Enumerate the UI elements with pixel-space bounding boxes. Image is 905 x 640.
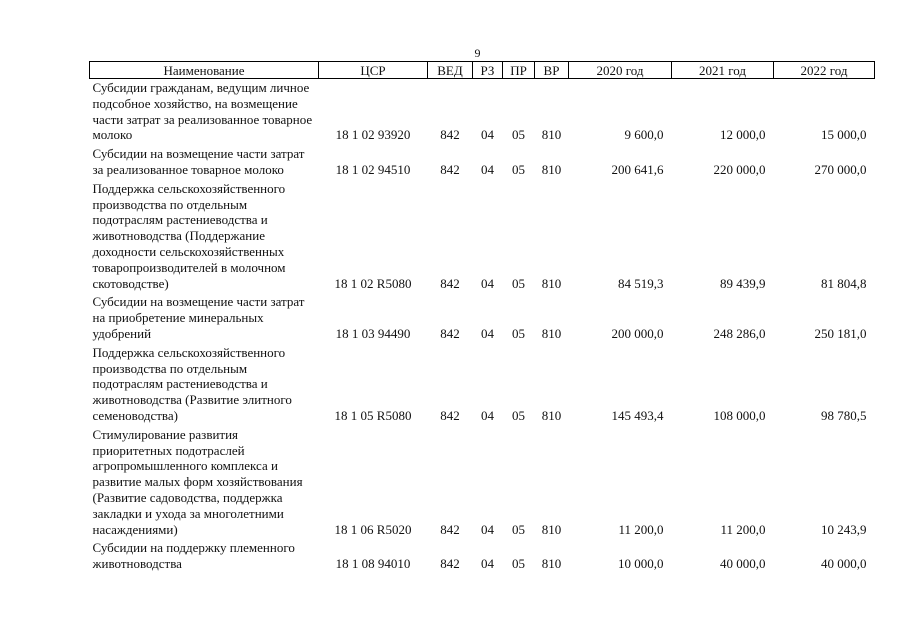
table-row: [90, 539, 875, 574]
row-2022: 15 000,0: [821, 127, 867, 143]
row-2021: 248 286,0: [713, 325, 766, 341]
row-vr: 810: [541, 556, 562, 572]
table-row: [90, 180, 875, 294]
row-2020: 145 493,4: [611, 407, 664, 423]
row-vr: 810: [541, 161, 562, 177]
row-2020: 9 600,0: [624, 127, 664, 143]
header-2020: 2020 год: [569, 62, 672, 79]
table-row: [90, 145, 875, 180]
table-row: [90, 293, 875, 343]
row-2022: 81 804,8: [821, 275, 867, 291]
table-row: [90, 344, 875, 426]
row-2021: 220 000,0: [713, 161, 766, 177]
table-header-row: [90, 62, 875, 79]
budget-table: [89, 61, 875, 574]
row-name: Поддержка сельскохозяйственного производства по отдельным подотраслям растениеводства и животноводства (Развитие элитного семеноводства): [92, 344, 292, 423]
row-csr: 18 1 02 R5080: [334, 275, 412, 291]
header-rz: РЗ: [473, 62, 503, 79]
row-csr: 18 1 03 94490: [335, 325, 411, 341]
row-pr: 05: [512, 161, 525, 177]
row-2020: 200 000,0: [611, 325, 664, 341]
row-ved: 842: [440, 325, 460, 341]
row-ved: 842: [440, 407, 460, 423]
row-csr: 18 1 08 94010: [335, 556, 411, 572]
row-pr: 05: [512, 127, 525, 143]
row-2021: 11 200,0: [720, 521, 766, 537]
row-rz: 04: [481, 325, 494, 341]
row-rz: 04: [481, 127, 494, 143]
row-pr: 05: [512, 407, 525, 423]
row-name: Стимулирование развития приоритетных подотраслей агропромышленного комплекса и развитие малых форм хозяйствования (Развитие садоводства, поддержка закладки и ухода за многолетними насаждениями): [92, 426, 303, 537]
row-csr: 18 1 05 R5080: [334, 407, 412, 423]
row-ved: 842: [440, 275, 460, 291]
row-vr: 810: [541, 325, 562, 341]
row-rz: 04: [481, 407, 494, 423]
table-row: [90, 426, 875, 540]
row-2021: 40 000,0: [720, 556, 766, 572]
header-ved: ВЕД: [428, 62, 473, 79]
row-2021: 108 000,0: [713, 407, 766, 423]
row-csr: 18 1 02 94510: [335, 161, 411, 177]
header-csr: ЦСР: [319, 62, 428, 79]
table-row: [90, 79, 875, 146]
row-csr: 18 1 02 93920: [335, 127, 411, 143]
row-rz: 04: [481, 556, 494, 572]
row-vr: 810: [541, 407, 562, 423]
header-name: Наименование: [90, 62, 319, 79]
row-2020: 10 000,0: [618, 556, 664, 572]
row-pr: 05: [512, 521, 525, 537]
row-csr: 18 1 06 R5020: [334, 521, 412, 537]
row-2020: 11 200,0: [618, 521, 664, 537]
row-name: Субсидии на поддержку племенного животноводства: [92, 540, 295, 572]
row-2022: 270 000,0: [814, 161, 867, 177]
header-2022: 2022 год: [774, 62, 875, 79]
row-2021: 12 000,0: [720, 127, 766, 143]
row-name: Поддержка сельскохозяйственного производства по отдельным подотраслям растениеводства и животноводства (Поддержание доходности сельскохозяйственных товаропроизводителей в молочном скотоводстве): [92, 180, 286, 291]
row-pr: 05: [512, 275, 525, 291]
row-pr: 05: [512, 325, 525, 341]
row-pr: 05: [512, 556, 525, 572]
row-ved: 842: [440, 521, 460, 537]
row-2020: 200 641,6: [611, 161, 664, 177]
row-2022: 10 243,9: [821, 521, 867, 537]
row-2020: 84 519,3: [618, 275, 664, 291]
row-name: Субсидии гражданам, ведущим личное подсобное хозяйство, на возмещение части затрат за реализованное товарное молоко: [92, 80, 313, 143]
page-number: 9: [474, 46, 481, 60]
row-ved: 842: [440, 127, 460, 143]
row-rz: 04: [481, 161, 494, 177]
row-name: Субсидии на возмещение части затрат на приобретение минеральных удобрений: [92, 294, 305, 341]
row-vr: 810: [541, 127, 562, 143]
header-2021: 2021 год: [672, 62, 774, 79]
row-2022: 250 181,0: [814, 325, 867, 341]
row-2022: 98 780,5: [821, 407, 867, 423]
row-2022: 40 000,0: [821, 556, 867, 572]
row-ved: 842: [440, 556, 460, 572]
header-pr: ПР: [503, 62, 535, 79]
row-rz: 04: [481, 521, 494, 537]
row-vr: 810: [541, 275, 562, 291]
row-rz: 04: [481, 275, 494, 291]
row-2021: 89 439,9: [720, 275, 766, 291]
row-ved: 842: [440, 161, 460, 177]
row-name: Субсидии на возмещение части затрат за реализованное товарное молоко: [92, 146, 305, 177]
row-vr: 810: [541, 521, 562, 537]
header-vr: ВР: [535, 62, 569, 79]
